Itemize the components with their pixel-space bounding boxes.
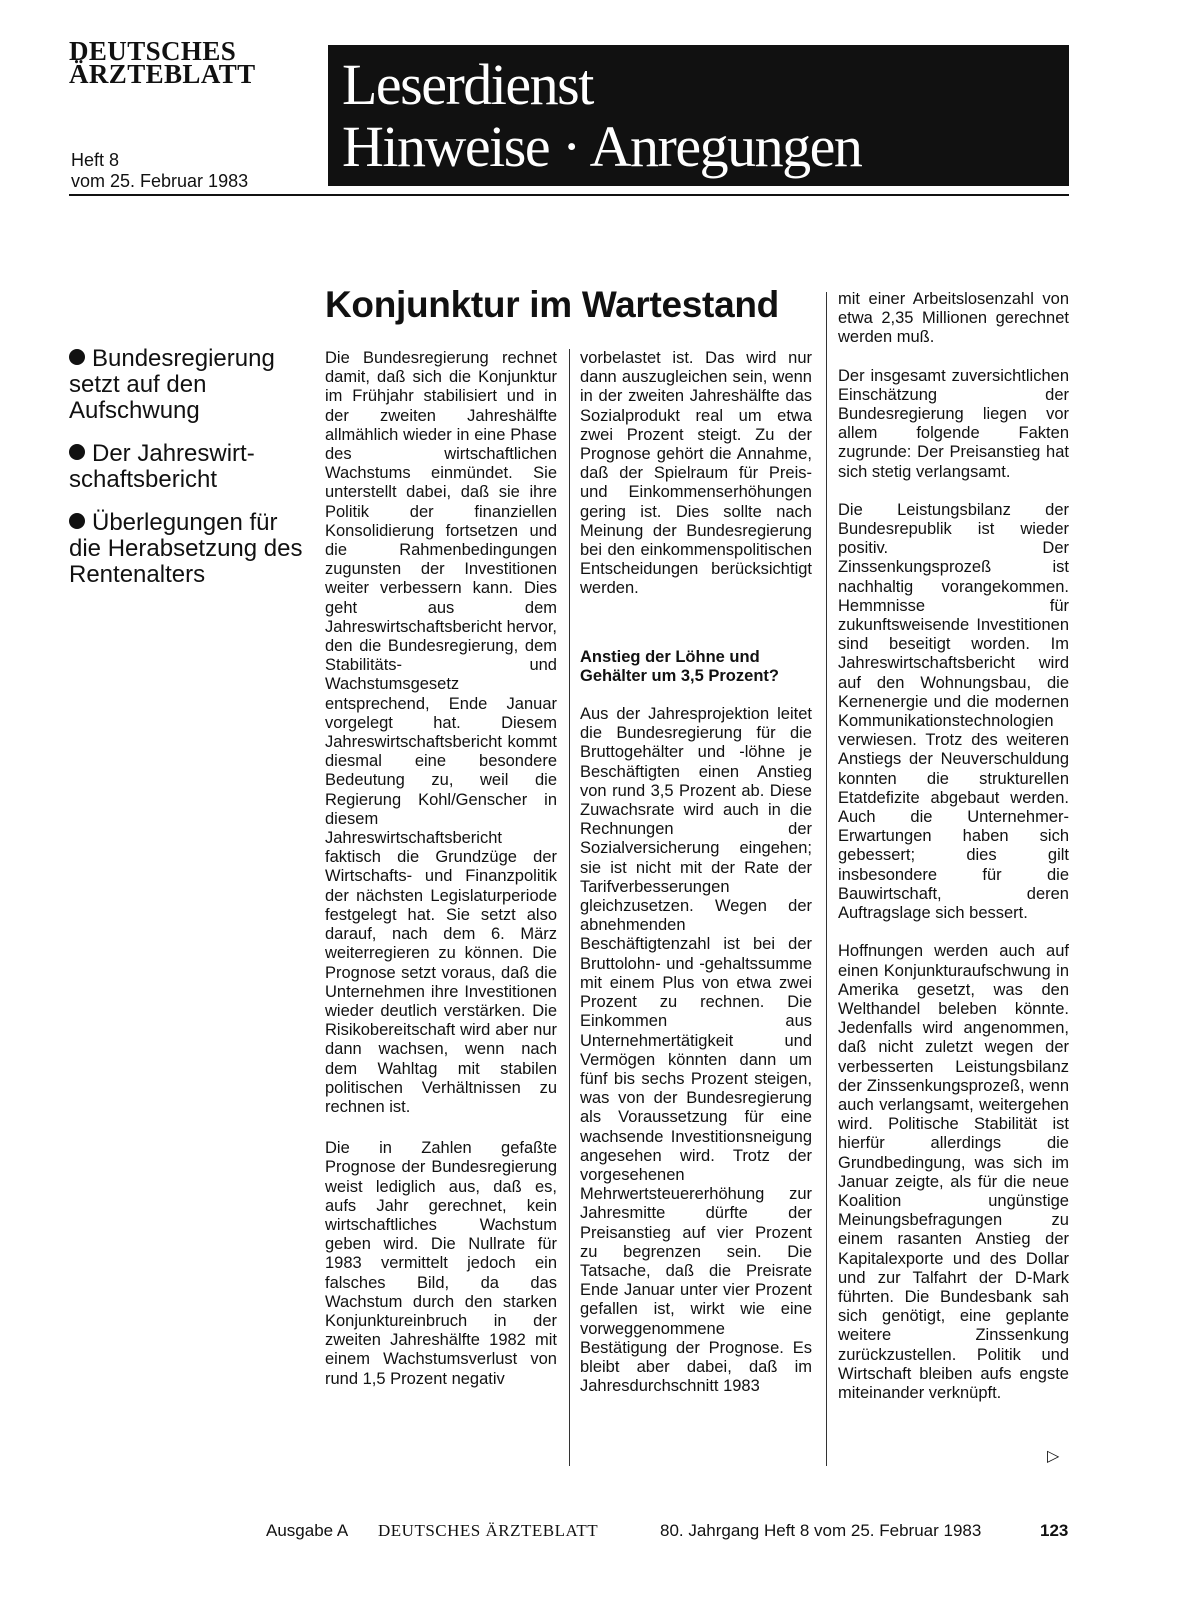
bullet-icon <box>69 513 85 529</box>
masthead-title <box>69 36 271 89</box>
masthead-title-line2: ÄRZTEBLATT <box>69 59 256 89</box>
article-headline: Konjunktur im Wartestand <box>325 284 779 325</box>
article-column-2 <box>580 349 812 1418</box>
continue-arrow-icon: ▷ <box>1047 1448 1060 1465</box>
footer-edition: Ausgabe A <box>266 1521 349 1540</box>
page-number: 123 <box>1040 1521 1069 1540</box>
column-divider <box>826 292 827 1466</box>
article-column-1 <box>325 349 557 1411</box>
teaser-text: Überlegungen für die Herabsetzung des Rentenalters <box>69 509 303 588</box>
masthead-title-line1: DEUTSCHES <box>69 36 237 66</box>
issue-info <box>71 150 248 192</box>
teaser-text: Der Jahreswirt-schaftsbericht <box>69 440 255 493</box>
paragraph: Hoffnungen werden auch auf einen Konjunkturaufschwung in Amerika gesetzt, was den Welthandel beleben könnte. Jedenfalls wird angenommen, daß nicht zuletzt wegen der verbesserten Leistungsbilanz der Zinssenkungsprozeß, wenn auch verlangsamt, weitergehen wird. Politische Stabilität ist hierfür allerdings die Grundbedingung, was sich im Januar zeigte, als für die neue Koalition ungünstige Meinungsbefragungen zu einem rasanten Anstieg der Kapitalexporte und des Dollar und zur Talfahrt der D-Mark führten. Die Bundesbank sah sich genötigt, eine geplante weitere Zinssenkung zurückzustellen. Politik und Wirtschaft bleiben aufs engste miteinander verknüpft. <box>838 942 1069 1402</box>
paragraph: Die in Zahlen gefaßte Prognose der Bundesregierung weist lediglich aus, daß es, aufs Jahr gerechnet, kein wirtschaftliches Wachstum geben wird. Die Nullrate für 1983 vermittelt jedoch ein falsches Bild, da das Wachstum durch den starken Konjunktureinbruch in der zweiten Jahreshälfte 1982 mit einem Wachstumsverlust von rund 1,5 Prozent negativ <box>325 1139 557 1388</box>
teaser-item <box>69 346 309 424</box>
section-banner <box>328 45 1069 186</box>
bullet-icon <box>69 444 85 460</box>
paragraph: Aus der Jahresprojektion leitet die Bundesregierung für die Bruttogehälter und -löhne je Beschäftigten einen Anstieg von rund 3,5 Prozent ab. Diese Zuwachsrate wird auch in die Rechnungen der Sozialversicherung eingehen; sie ist nicht mit der Rate der Tarifverbesserungen gleichzusetzen. Wegen der abnehmenden Beschäftigtenzahl ist bei der Bruttolohn- und -gehaltssumme mit einem Plus von etwa zwei Prozent zu rechnen. Die Einkommen aus Unternehmertätigkeit und Vermögen könnten dann um fünf bis sechs Prozent steigen, was von der Bundesregierung als Voraussetzung für eine wachsende Investitionsneigung angesehen wird. Trotz der vorgesehenen Mehrwertsteuererhöhung zur Jahresmitte dürfte der Preisanstieg auf vier Prozent zu begrenzen sein. Die Tatsache, daß die Preisrate Ende Januar unter vier Prozent gefallen ist, wirkt wie eine vorweggenommene Bestätigung der Prognose. Es bleibt aber dabei, daß im Jahresdurchschnitt 1983 <box>580 705 812 1396</box>
issue-number: Heft 8 <box>71 150 120 170</box>
bullet-icon <box>69 349 85 365</box>
column-divider <box>569 349 570 1466</box>
teaser-list <box>69 346 309 605</box>
footer-issue-info: 80. Jahrgang Heft 8 vom 25. Februar 1983 <box>660 1521 982 1540</box>
paragraph: Der insgesamt zuversichtlichen Einschätzung der Bundesregierung liegen vor allem folgende Fakten zugrunde: Der Preisanstieg hat sich stetig verlangsamt. <box>838 366 1069 481</box>
paragraph: vorbelastet ist. Das wird nur dann auszugleichen sein, wenn in der zweiten Jahreshälfte das Sozialprodukt real um etwa zwei Prozent steigt. Zu der Prognose gehört die Annahme, daß der Spielraum für Preis- und Einkommenserhöhungen gering ist. Dies sollte nach Meinung der Bundesregierung bei den einkommenspolitischen Entscheidungen berücksichtigt werden. <box>580 349 812 598</box>
issue-date: vom 25. Februar 1983 <box>71 171 249 191</box>
teaser-item <box>69 441 309 493</box>
banner-line1: Leserdienst <box>342 52 593 117</box>
footer-magazine: DEUTSCHES ÄRZTEBLATT <box>378 1521 599 1540</box>
article-column-3 <box>838 290 1069 1425</box>
paragraph: mit einer Arbeitslosenzahl von etwa 2,35 Millionen gerechnet werden muß. <box>838 290 1069 347</box>
teaser-item <box>69 510 309 588</box>
header-rule <box>69 194 1069 196</box>
subheading: Anstieg der Löhne und Gehälter um 3,5 Prozent? <box>580 647 779 685</box>
teaser-text: Bundesregierung setzt auf den Aufschwung <box>69 345 275 424</box>
banner-line2: Hinweise · Anregungen <box>342 114 862 179</box>
paragraph: Die Leistungsbilanz der Bundesrepublik ist wieder positiv. Der Zinssenkungsprozeß ist nachhaltig vorangekommen. Hemmnisse für zukunftsweisende Investitionen sind beseitigt worden. Im Jahreswirtschaftsbericht wird auf den Wohnungsbau, die Kernenergie und die modernen Kommunikationstechnologien verwiesen. Trotz des weiteren Anstiegs der Neuverschuldung konnten die strukturellen Etatdefizite abgebaut werden. Auch die Unternehmer-Erwartungen haben sich gebessert; dies gilt insbesondere für die Bauwirtschaft, deren Auftragslage sich bessert. <box>838 500 1069 923</box>
paragraph: Die Bundesregierung rechnet damit, daß sich die Konjunktur im Frühjahr stabilisiert und in der zweiten Jahreshälfte allmählich wieder in eine Phase des wirtschaftlichen Wachstums einmündet. Sie unterstellt dabei, daß sie ihre Politik der finanziellen Konsolidierung fortsetzen und die Rahmenbedingungen zugunsten der Investitionen weiter verbessern kann. Dies geht aus dem Jahreswirtschaftsbericht hervor, den die Bundesregierung, dem Stabilitäts- und Wachstumsgesetz entsprechend, Ende Januar vorgelegt hat. Diesem Jahreswirtschaftsbericht kommt diesmal eine besondere Bedeutung zu, weil die Regierung Kohl/Genscher in diesem Jahreswirtschaftsbericht faktisch die Grundzüge der Wirtschafts- und Finanzpolitik der nächsten Legislaturperiode festgelegt hat. Sie setzt also darauf, nach dem 6. März weiterregieren zu können. Die Prognose setzt voraus, daß die Unternehmen ihre Investitionen wieder deutlich verstärken. Die Risikobereitschaft wird aber nur dann wachsen, wenn nach dem Wahltag mit stabilen politischen Verhältnissen zu rechnen ist. <box>325 349 558 1116</box>
